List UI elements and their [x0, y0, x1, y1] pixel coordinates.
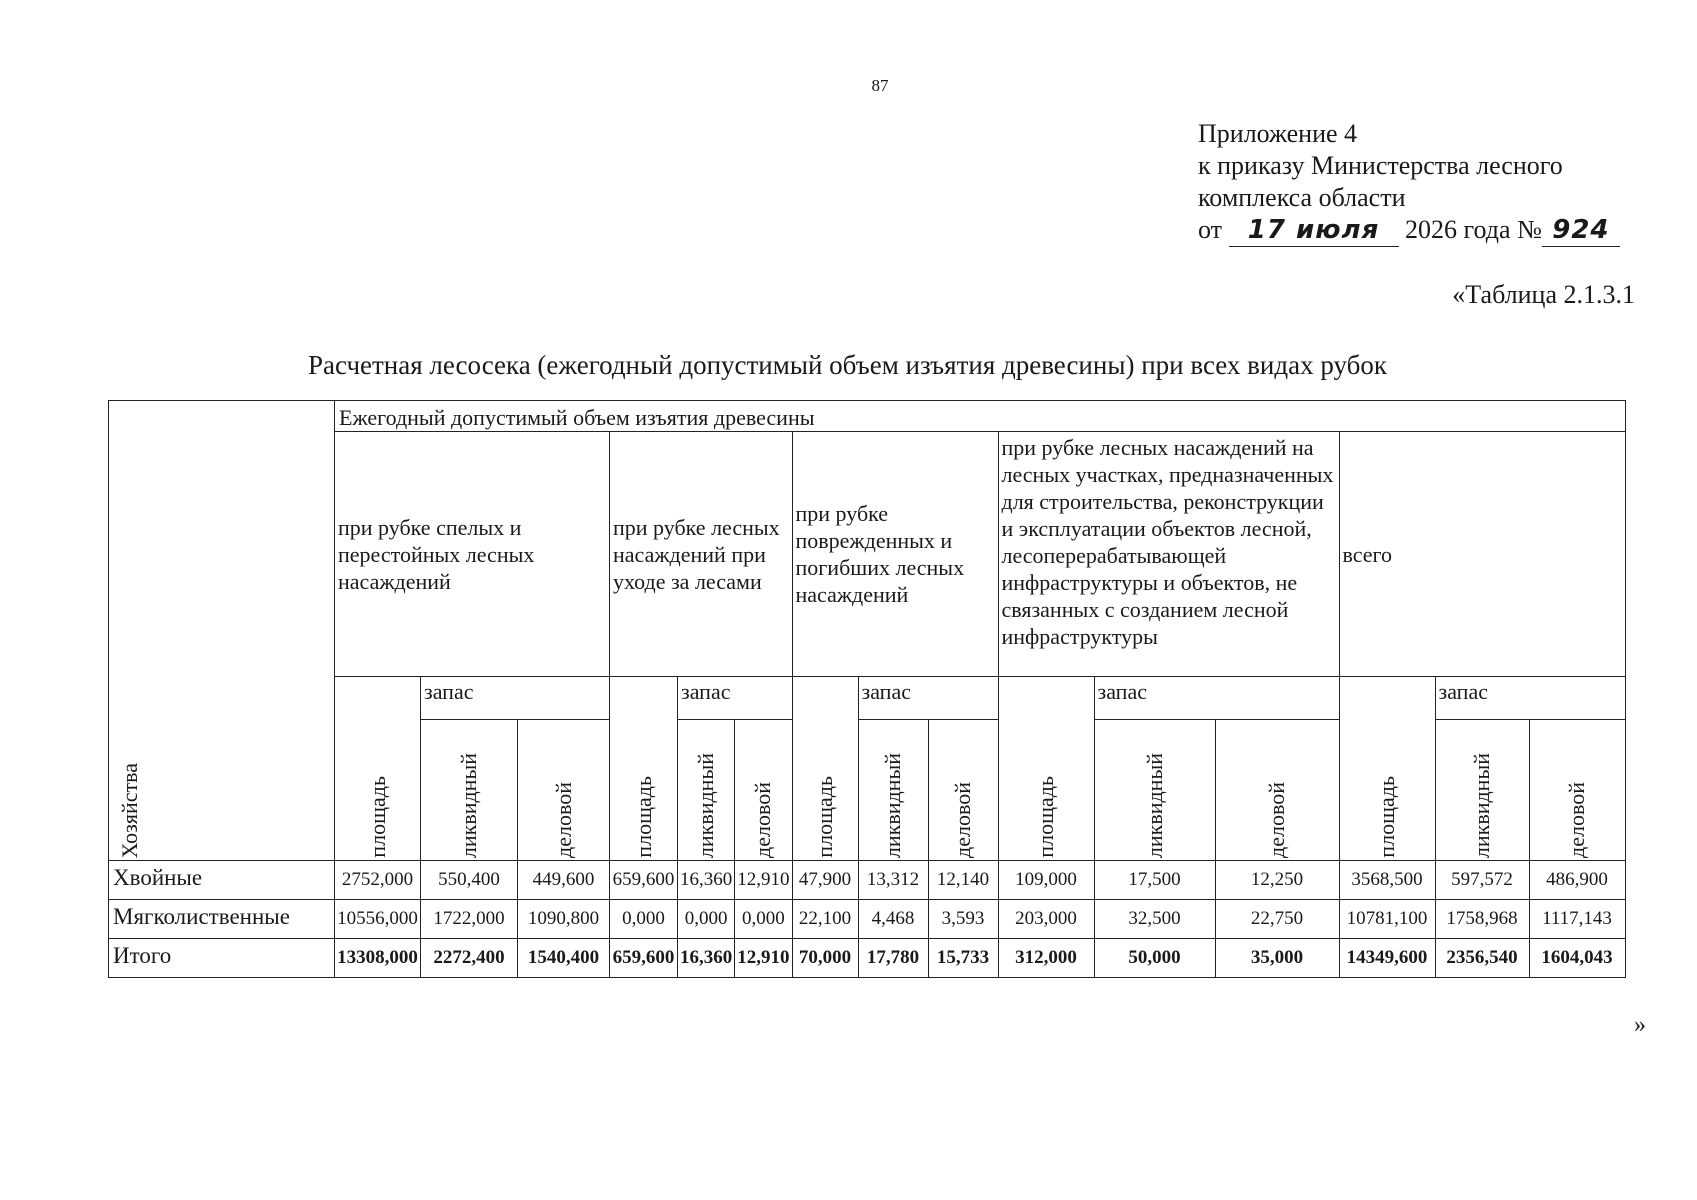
group-header-damaged: при рубке поврежденных и погибших лесных насаждений: [792, 432, 998, 677]
cell: 10781,100: [1339, 900, 1435, 939]
table-title: Расчетная лесосека (ежегодный допустимый объем изъятия древесины) при всех видах рубок: [308, 350, 1387, 380]
cell: 4,468: [858, 900, 928, 939]
cell: 1540,400: [518, 939, 610, 978]
row-header-cell: [109, 401, 335, 861]
stock-header: запас: [1094, 677, 1339, 720]
year-text: 2026 года №: [1405, 215, 1542, 244]
table-row-softwood: [109, 900, 1626, 939]
appendix-header: [1198, 118, 1620, 247]
cell: 1758,968: [1435, 900, 1529, 939]
cell: 17,500: [1094, 861, 1215, 900]
commercial-header: деловой: [735, 720, 792, 861]
row-label: Хвойные: [109, 861, 335, 900]
cell: 3568,500: [1339, 861, 1435, 900]
cell: 109,000: [998, 861, 1094, 900]
group-header-total: всего: [1339, 432, 1625, 677]
liquid-header: ликвидный: [1435, 720, 1529, 861]
row-header-label: Хозяйства: [117, 762, 142, 858]
cell: 12,910: [735, 861, 792, 900]
cell: 14349,600: [1339, 939, 1435, 978]
cell: 16,360: [678, 939, 735, 978]
liquid-header: ликвидный: [421, 720, 518, 861]
cell: 659,600: [610, 861, 678, 900]
appendix-line-1: Приложение 4: [1198, 119, 1358, 148]
table-container: [108, 400, 1626, 978]
table-row-conifer: [109, 861, 1626, 900]
cell: 449,600: [518, 861, 610, 900]
cell: 16,360: [678, 861, 735, 900]
cell: 486,900: [1529, 861, 1625, 900]
group-header-care: при рубке лесных насаждений при уходе за лесами: [610, 432, 793, 677]
stock-header: запас: [421, 677, 610, 720]
cell: 10556,000: [335, 900, 421, 939]
cell: 70,000: [792, 939, 858, 978]
commercial-header: деловой: [928, 720, 998, 861]
area-header: площадь: [792, 677, 858, 861]
stock-header: запас: [1435, 677, 1625, 720]
commercial-header: деловой: [1529, 720, 1625, 861]
cell: 12,250: [1215, 861, 1339, 900]
cell: 203,000: [998, 900, 1094, 939]
cell: 0,000: [610, 900, 678, 939]
area-header: площадь: [1339, 677, 1435, 861]
cell: 597,572: [1435, 861, 1529, 900]
cell: 50,000: [1094, 939, 1215, 978]
appendix-date-line: [1198, 214, 1620, 247]
cell: 12,140: [928, 861, 998, 900]
cell: 3,593: [928, 900, 998, 939]
appendix-line-3: комплекса области: [1198, 183, 1406, 212]
number-field: [1542, 214, 1620, 247]
handwritten-number: 924: [1552, 215, 1610, 245]
cell: 22,750: [1215, 900, 1339, 939]
table-row-total: [109, 939, 1626, 978]
table-label: «Таблица 2.1.3.1: [1452, 280, 1635, 309]
cell: 2272,400: [421, 939, 518, 978]
cell: 22,100: [792, 900, 858, 939]
cell: 47,900: [792, 861, 858, 900]
cell: 0,000: [735, 900, 792, 939]
cell: 0,000: [678, 900, 735, 939]
area-header: площадь: [998, 677, 1094, 861]
area-header: площадь: [335, 677, 421, 861]
cell: 15,733: [928, 939, 998, 978]
appendix-line-2: к приказу Министерства лесного: [1198, 151, 1563, 180]
cell: 1604,043: [1529, 939, 1625, 978]
cell: 2356,540: [1435, 939, 1529, 978]
stock-header: запас: [858, 677, 998, 720]
cell: 312,000: [998, 939, 1094, 978]
group-header-infrastructure: при рубке лесных насаждений на лесных участках, предназначенных для строительства, реконструкции и эксплуатации объектов лесной, лесоперерабатывающей инфраструктуры и объектов, не связанных с созданием лесной инфраструктуры: [998, 432, 1339, 677]
liquid-header: ликвидный: [678, 720, 735, 861]
cell: 659,600: [610, 939, 678, 978]
closing-quote: »: [1634, 1012, 1646, 1038]
commercial-header: деловой: [1215, 720, 1339, 861]
cell: 35,000: [1215, 939, 1339, 978]
cell: 13,312: [858, 861, 928, 900]
commercial-header: деловой: [518, 720, 610, 861]
top-header: Ежегодный допустимый объем изъятия древесины: [335, 401, 1626, 432]
date-field: [1229, 214, 1399, 247]
cell: 1090,800: [518, 900, 610, 939]
cell: 2752,000: [335, 861, 421, 900]
cell: 1117,143: [1529, 900, 1625, 939]
row-label: Мягколиственные: [109, 900, 335, 939]
cell: 32,500: [1094, 900, 1215, 939]
cell: 17,780: [858, 939, 928, 978]
cell: 12,910: [735, 939, 792, 978]
cell: 550,400: [421, 861, 518, 900]
harvest-table: [108, 400, 1626, 978]
cell: 1722,000: [421, 900, 518, 939]
group-header-mature: при рубке спелых и перестойных лесных насаждений: [335, 432, 610, 677]
cell: 13308,000: [335, 939, 421, 978]
date-prefix: от: [1198, 215, 1223, 244]
page-number: 87: [871, 76, 889, 95]
stock-header: запас: [678, 677, 793, 720]
handwritten-date: 17 июля: [1247, 215, 1380, 245]
row-label: Итого: [109, 939, 335, 978]
liquid-header: ликвидный: [858, 720, 928, 861]
liquid-header: ликвидный: [1094, 720, 1215, 861]
area-header: площадь: [610, 677, 678, 861]
